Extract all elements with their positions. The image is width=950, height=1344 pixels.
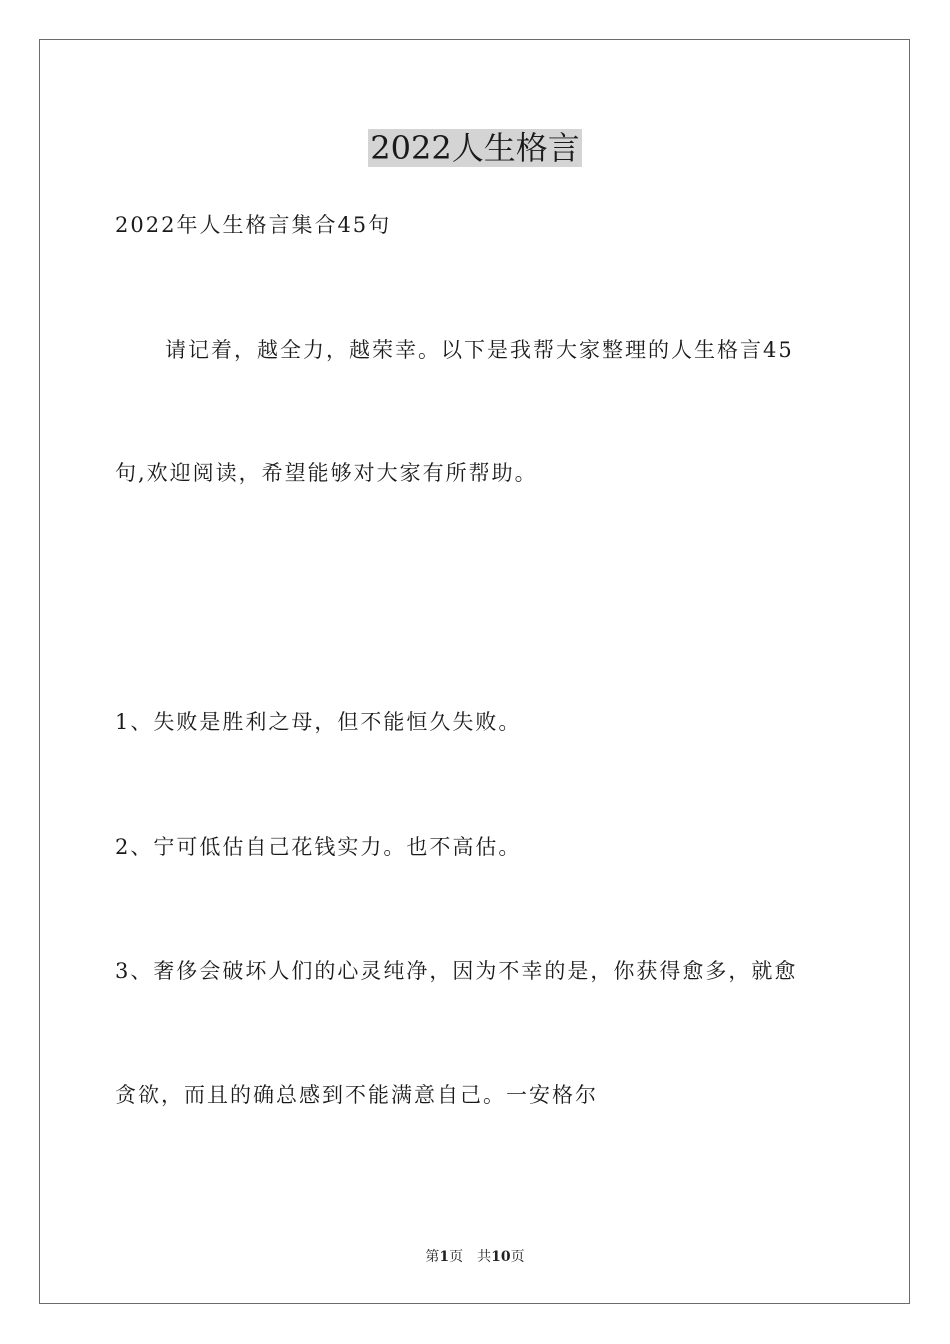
- footer-total-prefix: 共: [477, 1249, 492, 1265]
- document-subtitle: 2022年人生格言集合45句: [115, 213, 392, 237]
- quote-item-3-line-2: 贪欲，而且的确总感到不能满意自己。一安格尔: [115, 1083, 598, 1107]
- quote-item-2: 2、宁可低估自己花钱实力。也不高估。: [115, 835, 522, 859]
- document-title: [0, 126, 950, 170]
- footer-total-suffix: 页: [510, 1249, 525, 1265]
- quote-item-1: 1、失败是胜利之母，但不能恒久失败。: [115, 710, 522, 734]
- document-title-text: 2022人生格言: [370, 129, 580, 167]
- footer-page-suffix: 页: [449, 1249, 464, 1265]
- footer-total-pages: 10: [491, 1249, 511, 1265]
- page-footer: [0, 1247, 950, 1267]
- intro-paragraph-line-1: 请记着，越全力，越荣幸。以下是我帮大家整理的人生格言45: [165, 338, 794, 362]
- footer-page-prefix: 第: [425, 1249, 440, 1265]
- intro-paragraph-line-2: 句,欢迎阅读，希望能够对大家有所帮助。: [115, 461, 538, 485]
- quote-item-3-line-1: 3、奢侈会破坏人们的心灵纯净，因为不幸的是，你获得愈多，就愈: [115, 959, 798, 983]
- footer-page-number: 1: [439, 1249, 450, 1265]
